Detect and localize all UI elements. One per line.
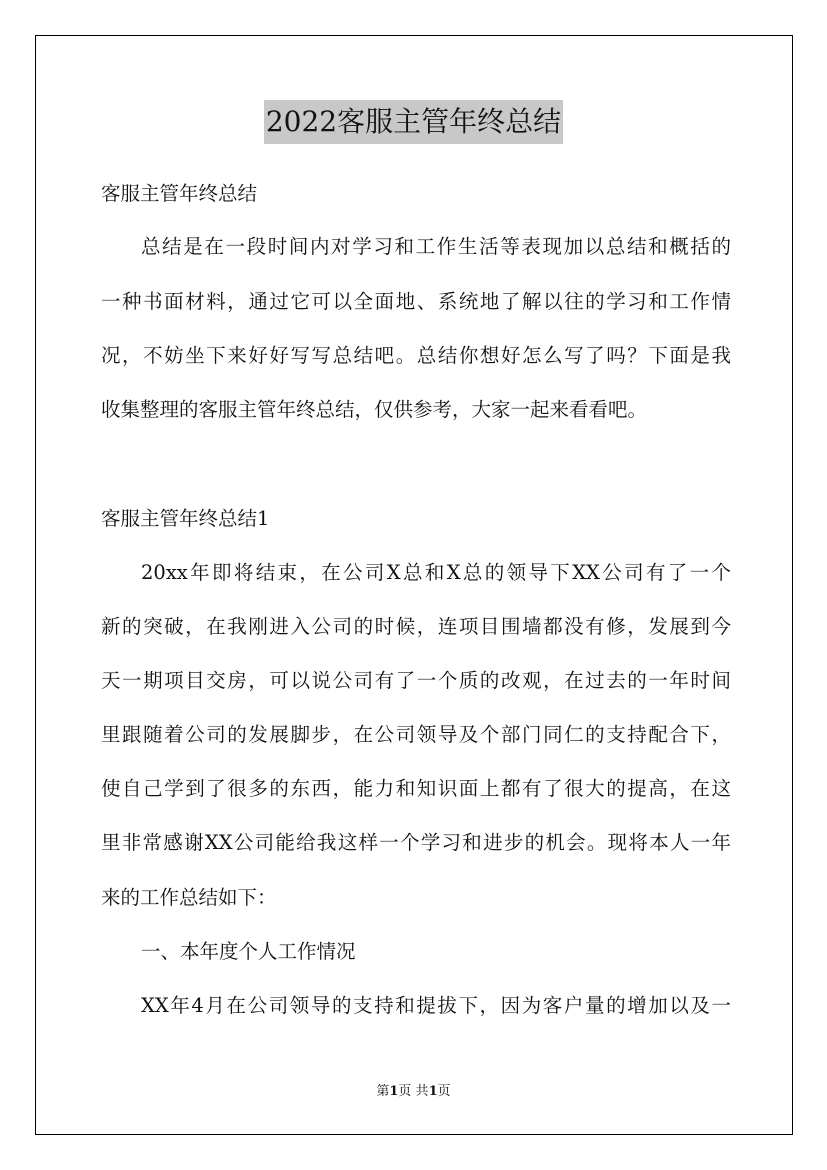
intro-line: 总结是在一段时间内对学习和工作生活等表现加以总结和概括的 <box>141 235 731 258</box>
body-line: 天一期项目交房，可以说公司有了一个质的改观，在过去的一年时间 <box>101 669 731 692</box>
subheading: 一、本年度个人工作情况 <box>141 940 356 963</box>
intro-line: 一种书面材料，通过它可以全面地、系统地了解以往的学习和工作情 <box>101 290 731 313</box>
footer-page-total: 1 <box>428 1084 438 1099</box>
body-line: 使自己学到了很多的东西，能力和知识面上都有了很大的提高，在这 <box>101 777 731 800</box>
body-line: XX年4月在公司领导的支持和提拔下，因为客户量的增加以及一 <box>141 994 731 1017</box>
body-line: 里跟随着公司的发展脚步，在公司领导及个部门同仁的支持配合下， <box>101 723 731 746</box>
footer-page-suffix: 页 <box>437 1084 451 1099</box>
document-subtitle: 客服主管年终总结 <box>101 182 258 205</box>
section-heading: 客服主管年终总结1 <box>101 507 270 530</box>
intro-line: 况，不妨坐下来好好写写总结吧。总结你想好怎么写了吗？下面是我 <box>101 344 731 367</box>
footer-page-prefix: 第 <box>376 1084 390 1099</box>
intro-line: 收集整理的客服主管年终总结，仅供参考，大家一起来看看吧。 <box>101 398 648 421</box>
body-line: 20xx年即将结束，在公司X总和X总的领导下XX公司有了一个 <box>141 561 731 584</box>
title-container <box>0 100 827 144</box>
footer-page-number: 1 <box>389 1084 399 1099</box>
body-line: 来的工作总结如下： <box>101 886 277 909</box>
body-line: 新的突破，在我刚进入公司的时候，连项目围墙都没有修，发展到今 <box>101 615 731 638</box>
page-footer <box>0 1083 827 1101</box>
footer-page-mid: 页 共 <box>398 1084 429 1099</box>
document-title: 2022客服主管年终总结 <box>264 100 563 144</box>
body-line: 里非常感谢XX公司能给我这样一个学习和进步的机会。现将本人一年 <box>101 831 731 854</box>
